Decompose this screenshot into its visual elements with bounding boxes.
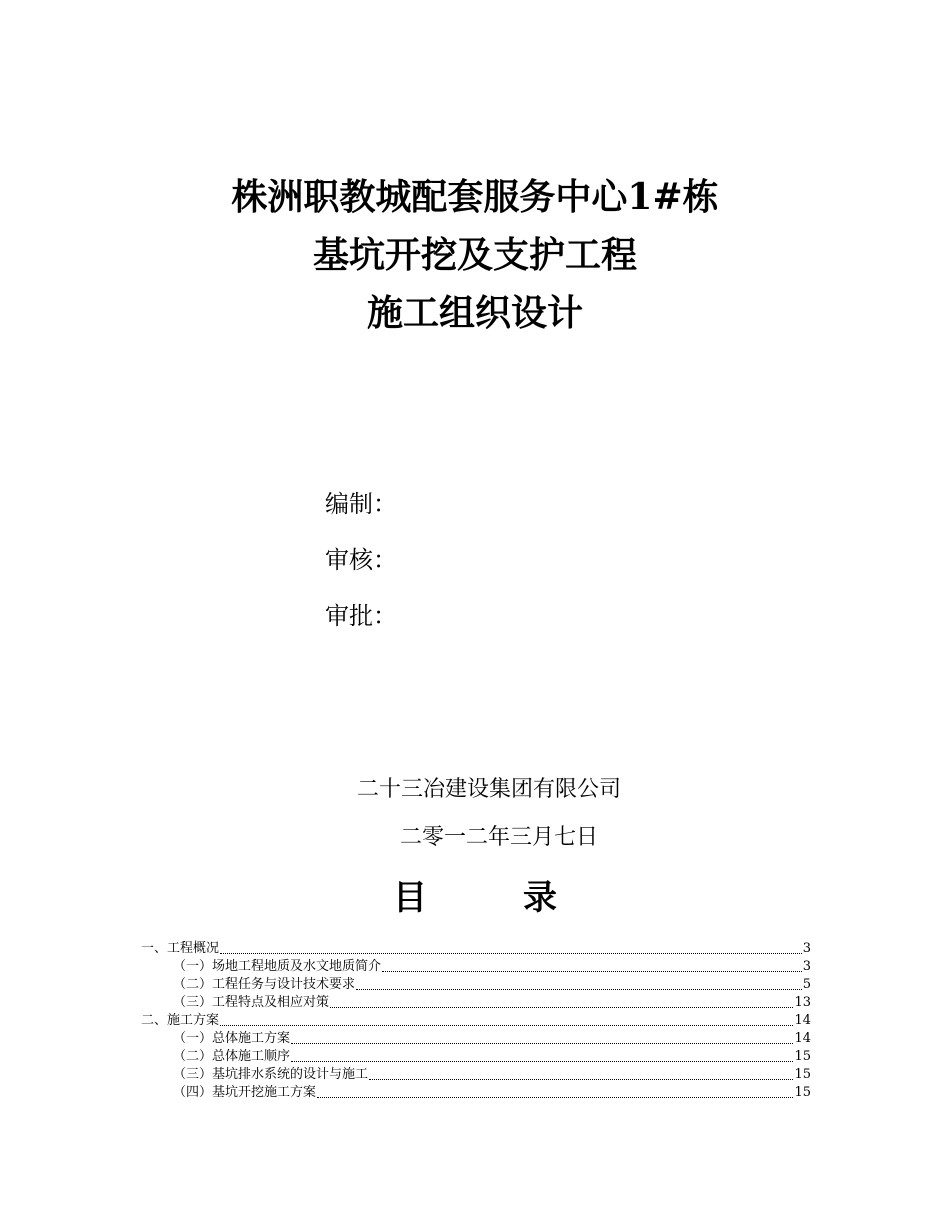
toc-leader bbox=[220, 941, 802, 954]
toc-entry-page: 14 bbox=[794, 1031, 811, 1046]
toc-entry-page: 3 bbox=[802, 959, 811, 974]
toc-leader bbox=[220, 1013, 793, 1026]
toc-leader bbox=[330, 995, 793, 1008]
toc-entry-label: （二）工程任务与设计技术要求 bbox=[173, 977, 356, 992]
toc-entry-label: 二、施工方案 bbox=[141, 1013, 220, 1028]
toc-entry[interactable] bbox=[141, 976, 811, 994]
toc-entry-page: 15 bbox=[794, 1085, 811, 1100]
compiled-by-label: 编制： bbox=[325, 490, 397, 518]
toc-entry-label: （三）基坑排水系统的设计与施工 bbox=[173, 1067, 369, 1082]
toc-entry[interactable] bbox=[141, 1048, 811, 1066]
table-of-contents bbox=[141, 940, 811, 1102]
toc-entry-page: 15 bbox=[794, 1049, 811, 1064]
toc-entry[interactable] bbox=[141, 994, 811, 1012]
approved-by-label: 审批： bbox=[325, 602, 397, 630]
toc-entry-page: 14 bbox=[794, 1013, 811, 1028]
toc-entry-label: （二）总体施工顺序 bbox=[173, 1049, 291, 1064]
toc-entry-page: 15 bbox=[794, 1067, 811, 1082]
title-line-2: 基坑开挖及支护工程 bbox=[312, 234, 637, 276]
toc-entry[interactable] bbox=[141, 940, 811, 958]
toc-entry-page: 5 bbox=[802, 977, 811, 992]
signature-block bbox=[325, 476, 397, 644]
title-line-1: 株洲职教城配套服务中心1#栋 bbox=[231, 176, 719, 218]
toc-entry-page: 13 bbox=[794, 995, 811, 1010]
toc-entry-label: （一）总体施工方案 bbox=[173, 1031, 291, 1046]
toc-heading bbox=[0, 874, 950, 922]
organization-block bbox=[0, 770, 950, 858]
toc-entry-label: 一、工程概况 bbox=[141, 941, 220, 956]
toc-entry[interactable] bbox=[141, 1084, 811, 1102]
toc-leader bbox=[291, 1049, 793, 1062]
document-title bbox=[0, 168, 950, 342]
toc-entry-label: （三）工程特点及相应对策 bbox=[173, 995, 330, 1010]
toc-entry-page: 3 bbox=[802, 941, 811, 956]
toc-leader bbox=[382, 959, 802, 972]
toc-leader bbox=[369, 1067, 793, 1080]
toc-entry-label: （一）场地工程地质及水文地质简介 bbox=[173, 959, 382, 974]
toc-entry[interactable] bbox=[141, 1066, 811, 1084]
toc-leader bbox=[356, 977, 802, 990]
toc-leader bbox=[291, 1031, 793, 1044]
toc-leader bbox=[317, 1085, 793, 1098]
title-line-3: 施工组织设计 bbox=[366, 292, 583, 334]
toc-entry-label: （四）基坑开挖施工方案 bbox=[173, 1085, 317, 1100]
toc-entry[interactable] bbox=[141, 1012, 811, 1030]
toc-entry[interactable] bbox=[141, 1030, 811, 1048]
toc-entry[interactable] bbox=[141, 958, 811, 976]
toc-heading-right: 录 bbox=[523, 878, 557, 918]
toc-heading-left: 目 bbox=[393, 878, 427, 918]
document-date: 二零一二年三月七日 bbox=[399, 825, 598, 850]
organization-name: 二十三冶建设集团有限公司 bbox=[356, 777, 621, 802]
reviewed-by-label: 审核： bbox=[325, 546, 397, 574]
